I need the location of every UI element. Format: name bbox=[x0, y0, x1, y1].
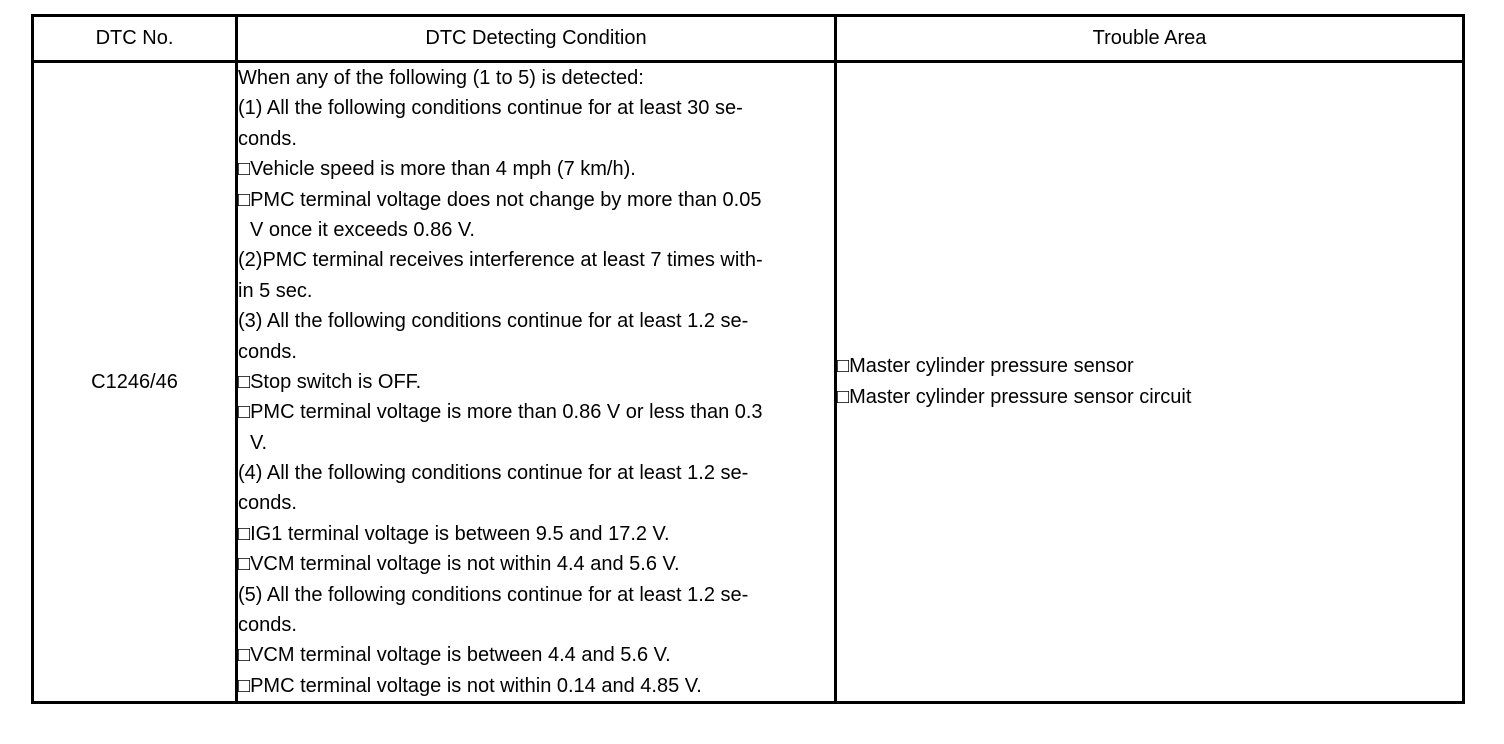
condition-line: □Vehicle speed is more than 4 mph (7 km/h). bbox=[238, 158, 636, 181]
condition-line: conds. bbox=[238, 614, 297, 637]
condition-line: (4) All the following conditions continue for at least 1.2 se- bbox=[238, 462, 749, 485]
condition-line: (2)PMC terminal receives interference at least 7 times with- bbox=[238, 249, 763, 272]
header-dtc-no: DTC No. bbox=[33, 16, 237, 62]
condition-line: □PMC terminal voltage is more than 0.86 V or less than 0.3 bbox=[238, 401, 763, 424]
condition-line: (5) All the following conditions continue for at least 1.2 se- bbox=[238, 583, 749, 606]
condition-line: V. bbox=[250, 431, 268, 454]
trouble-area-cell bbox=[836, 62, 1464, 703]
condition-line: □PMC terminal voltage is not within 0.14 and 4.85 V. bbox=[238, 674, 702, 697]
trouble-area-line: □Master cylinder pressure sensor bbox=[837, 355, 1134, 378]
condition-line: (3) All the following conditions continue for at least 1.2 se- bbox=[238, 310, 749, 333]
dtc-number-cell: C1246/46 bbox=[33, 62, 237, 703]
condition-line: □IG1 terminal voltage is between 9.5 and 17.2 V. bbox=[238, 522, 670, 545]
trouble-area-line: □Master cylinder pressure sensor circuit bbox=[837, 386, 1192, 409]
condition-line: □VCM terminal voltage is not within 4.4 and 5.6 V. bbox=[238, 553, 680, 576]
condition-line: conds. bbox=[238, 492, 297, 515]
condition-line: □Stop switch is OFF. bbox=[238, 370, 422, 393]
condition-line: □PMC terminal voltage does not change by more than 0.05 bbox=[238, 188, 762, 211]
header-row bbox=[33, 16, 1464, 62]
condition-line: (1) All the following conditions continue for at least 30 se- bbox=[238, 97, 743, 120]
condition-line: □VCM terminal voltage is between 4.4 and 5.6 V. bbox=[238, 644, 671, 667]
table-row bbox=[33, 62, 1464, 703]
detecting-condition-cell bbox=[237, 62, 836, 703]
condition-line: conds. bbox=[238, 127, 297, 150]
header-trouble-area: Trouble Area bbox=[836, 16, 1464, 62]
dtc-table bbox=[31, 14, 1465, 704]
header-detecting-condition: DTC Detecting Condition bbox=[237, 16, 836, 62]
condition-line: When any of the following (1 to 5) is detected: bbox=[238, 67, 644, 89]
condition-line: conds. bbox=[238, 340, 297, 363]
condition-line: in 5 sec. bbox=[238, 279, 313, 302]
condition-line: V once it exceeds 0.86 V. bbox=[250, 218, 475, 241]
